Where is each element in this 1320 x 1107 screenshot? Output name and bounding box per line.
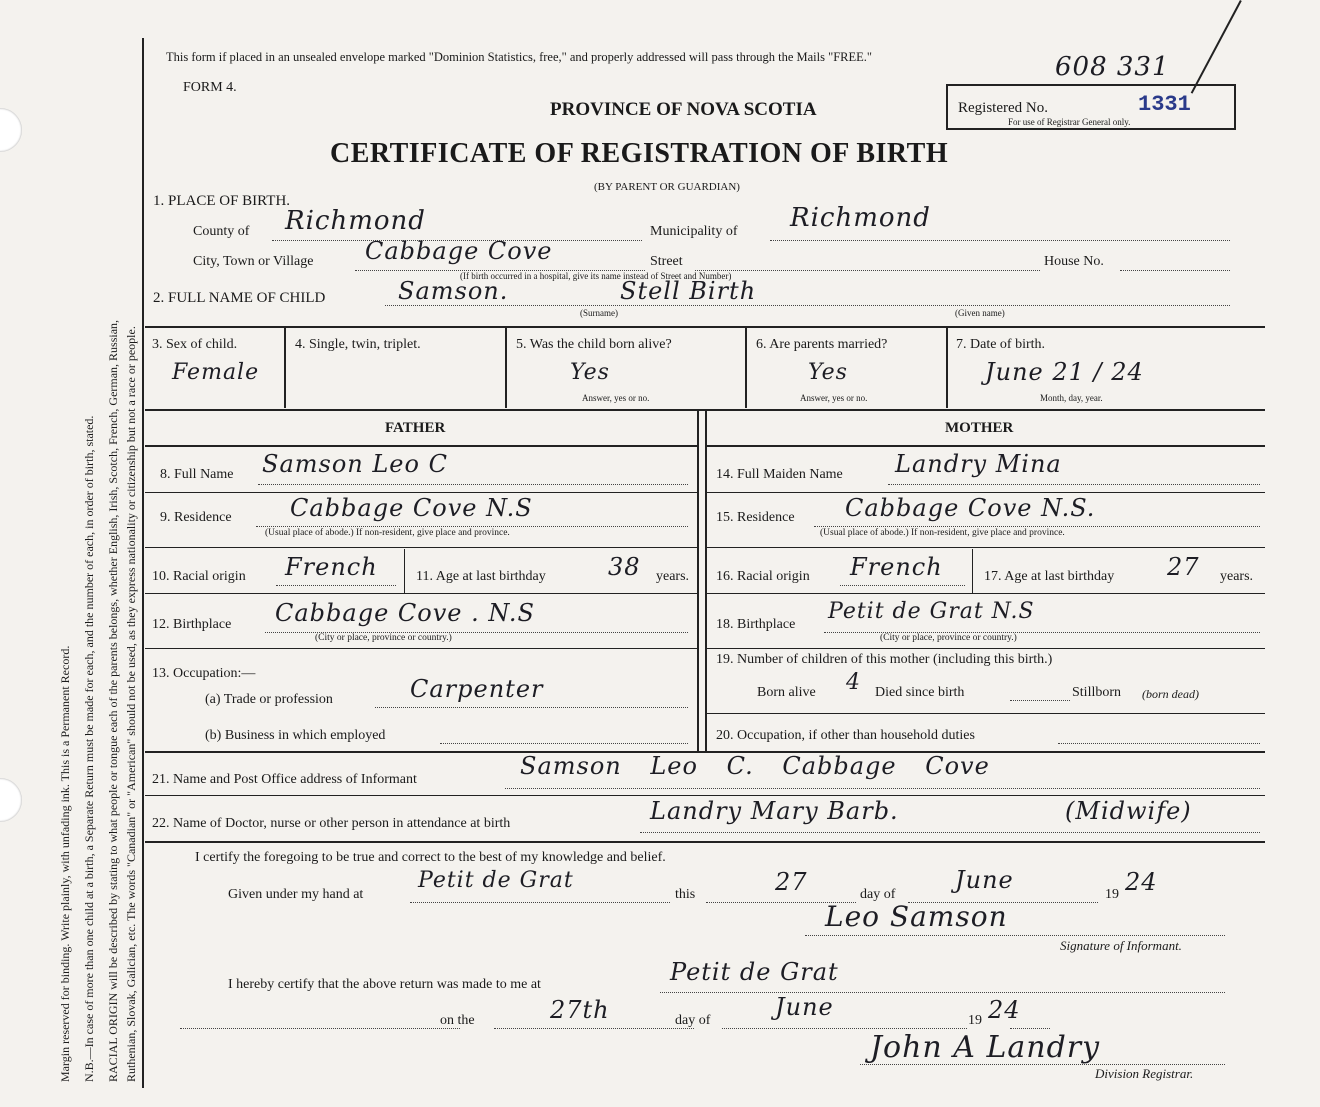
dob-caption: Month, day, year. bbox=[1040, 393, 1103, 403]
given-under-label: Given under my hand at bbox=[228, 887, 364, 902]
cert-month-value: June bbox=[955, 866, 1014, 894]
mother-children-label: 19. Number of children of this mother (including this birth.) bbox=[716, 652, 1053, 667]
diagonal-stroke bbox=[1191, 0, 1242, 94]
binding-hole bbox=[0, 108, 22, 152]
certification-statement: I certify the foregoing to be true and correct to the best of my knowledge and belief. bbox=[195, 850, 666, 865]
registrar-statement: I hereby certify that the above return was made to me at bbox=[228, 977, 541, 992]
municipality-label: Municipality of bbox=[650, 224, 738, 239]
margin-note-3: RACIAL ORIGIN will be described by stating to what people or tongue each of the parents belongs, whether English, Irish, Scotch, French, German, Russian, bbox=[106, 319, 120, 1082]
mother-birthplace-label: 18. Birthplace bbox=[716, 617, 796, 632]
cert-year-prefix: 19 bbox=[1105, 887, 1119, 902]
mother-heading: MOTHER bbox=[945, 420, 1014, 436]
mother-birthplace-caption: (City or place, province or country.) bbox=[880, 633, 1017, 643]
registrar-place-value: Petit de Grat bbox=[670, 958, 839, 986]
father-racial-label: 10. Racial origin bbox=[152, 569, 246, 584]
registered-no-box bbox=[946, 84, 1236, 130]
father-occupation-label: 13. Occupation:— bbox=[152, 666, 256, 681]
city-value: Cabbage Cove bbox=[365, 237, 553, 265]
father-trade-label: (a) Trade or profession bbox=[205, 692, 333, 707]
certificate-title: CERTIFICATE OF REGISTRATION OF BIRTH bbox=[330, 138, 949, 169]
registered-no-note: For use of Registrar General only. bbox=[1008, 117, 1131, 127]
surname-caption: (Surname) bbox=[580, 308, 618, 318]
plurality-label: 4. Single, twin, triplet. bbox=[295, 337, 421, 352]
place-of-birth-label: 1. PLACE OF BIRTH. bbox=[153, 193, 291, 209]
died-label: Died since birth bbox=[875, 685, 965, 700]
dob-value: June 21 / 24 bbox=[985, 358, 1144, 386]
mother-age-value: 27 bbox=[1167, 553, 1200, 581]
certificate-subtitle: (BY PARENT OR GUARDIAN) bbox=[594, 181, 740, 193]
street-label: Street bbox=[650, 254, 683, 269]
stillborn-note: (born dead) bbox=[1142, 687, 1199, 701]
father-residence-caption: (Usual place of abode.) If non-resident, give place and province. bbox=[265, 528, 510, 538]
mother-name-value: Landry Mina bbox=[895, 450, 1062, 478]
attendant-note: (Midwife) bbox=[1065, 797, 1192, 825]
married-label: 6. Are parents married? bbox=[756, 337, 888, 352]
mother-occupation-label: 20. Occupation, if other than household duties bbox=[716, 728, 975, 743]
mail-notice: This form if placed in an unsealed envelope marked "Dominion Statistics, free," and properly addressed will pass through the Mails "FREE." bbox=[166, 50, 873, 64]
registrar-year-value: 24 bbox=[988, 996, 1021, 1024]
mother-residence-label: 15. Residence bbox=[716, 510, 795, 525]
attendant-value: Landry Mary Barb. bbox=[650, 797, 899, 825]
mother-age-label: 17. Age at last birthday bbox=[984, 569, 1115, 584]
hospital-note: (If birth occurred in a hospital, give its name instead of Street and Number) bbox=[460, 271, 732, 281]
registrar-signature: John A Landry bbox=[870, 1030, 1101, 1065]
informant-label: 21. Name and Post Office address of Informant bbox=[152, 772, 417, 787]
informant-signature: Leo Samson bbox=[825, 900, 1008, 933]
father-business-label: (b) Business in which employed bbox=[205, 728, 386, 743]
alive-caption: Answer, yes or no. bbox=[582, 393, 650, 403]
father-birthplace-value: Cabbage Cove . N.S bbox=[275, 599, 535, 627]
informant-value: Samson Leo C. Cabbage Cove bbox=[520, 752, 990, 780]
father-age-value: 38 bbox=[608, 553, 641, 581]
attendant-label: 22. Name of Doctor, nurse or other person in attendance at birth bbox=[152, 816, 511, 831]
given-caption: (Given name) bbox=[955, 308, 1005, 318]
binding-hole bbox=[0, 778, 22, 822]
margin-note-1: Margin reserved for binding. Write plainly, with unfading ink. This is a Permanent Record. bbox=[58, 645, 72, 1082]
born-alive-label: Born alive bbox=[757, 685, 816, 700]
province-heading: PROVINCE OF NOVA SCOTIA bbox=[550, 99, 817, 120]
child-name-label: 2. FULL NAME OF CHILD bbox=[153, 290, 326, 306]
municipality-value: Richmond bbox=[790, 203, 931, 233]
father-name-value: Samson Leo C bbox=[262, 450, 448, 478]
given-place-value: Petit de Grat bbox=[418, 868, 574, 893]
alive-label: 5. Was the child born alive? bbox=[516, 337, 672, 352]
married-value: Yes bbox=[808, 360, 848, 385]
this-label: this bbox=[675, 887, 696, 902]
mother-name-label: 14. Full Maiden Name bbox=[716, 467, 843, 482]
mother-residence-value: Cabbage Cove N.S. bbox=[845, 494, 1096, 522]
county-label: County of bbox=[193, 224, 250, 239]
registrar-year-prefix: 19 bbox=[968, 1013, 982, 1028]
father-birthplace-label: 12. Birthplace bbox=[152, 617, 232, 632]
registered-no-stamp: 1331 bbox=[1138, 92, 1191, 117]
cert-day-of-label: day of bbox=[860, 887, 896, 902]
father-years-label: years. bbox=[656, 569, 690, 584]
father-residence-label: 9. Residence bbox=[160, 510, 232, 525]
father-racial-value: French bbox=[285, 553, 378, 581]
mother-racial-value: French bbox=[850, 553, 943, 581]
margin-note-4: Ruthenian, Slovak, Galician, etc. The words "Canadian" or "American" should not be used, as they express nationality or citizenship but not a race or people. bbox=[124, 326, 138, 1082]
handwritten-number: 608 331 bbox=[1055, 52, 1170, 82]
house-label: House No. bbox=[1044, 254, 1104, 269]
mother-birthplace-value: Petit de Grat N.S bbox=[828, 599, 1035, 624]
registrar-day-value: 27th bbox=[550, 996, 610, 1024]
registrar-caption: Division Registrar. bbox=[1095, 1066, 1194, 1081]
informant-signature-caption: Signature of Informant. bbox=[1060, 938, 1182, 953]
born-alive-value: 4 bbox=[846, 670, 861, 695]
cert-day-value: 27 bbox=[775, 868, 808, 896]
mother-racial-label: 16. Racial origin bbox=[716, 569, 810, 584]
child-surname-value: Samson. bbox=[398, 277, 509, 305]
form-left-border bbox=[142, 38, 144, 1088]
registrar-day-of-label: day of bbox=[675, 1013, 711, 1028]
cert-year-value: 24 bbox=[1125, 868, 1158, 896]
married-caption: Answer, yes or no. bbox=[800, 393, 868, 403]
sex-value: Female bbox=[172, 360, 260, 385]
stillborn-label: Stillborn bbox=[1072, 685, 1122, 700]
father-trade-value: Carpenter bbox=[410, 675, 544, 703]
father-birthplace-caption: (City or place, province or country.) bbox=[315, 633, 452, 643]
child-given-value: Stell Birth bbox=[620, 277, 757, 305]
dob-label: 7. Date of birth. bbox=[956, 337, 1046, 352]
alive-value: Yes bbox=[570, 360, 610, 385]
father-age-label: 11. Age at last birthday bbox=[416, 569, 546, 584]
father-name-label: 8. Full Name bbox=[160, 467, 234, 482]
registrar-on-label: on the bbox=[440, 1013, 475, 1028]
father-residence-value: Cabbage Cove N.S bbox=[290, 494, 533, 522]
registrar-month-value: June bbox=[775, 993, 834, 1021]
county-value: Richmond bbox=[285, 206, 426, 236]
father-heading: FATHER bbox=[385, 420, 446, 436]
margin-note-2: N.B.—In case of more than one child at a birth, a Separate Return must be made for each, and the number of each, in order of birth, stated. bbox=[82, 415, 96, 1082]
mother-years-label: years. bbox=[1220, 569, 1254, 584]
form-number: FORM 4. bbox=[183, 80, 237, 95]
registered-no-label: Registered No. bbox=[958, 100, 1048, 116]
sex-label: 3. Sex of child. bbox=[152, 337, 238, 352]
city-label: City, Town or Village bbox=[193, 254, 314, 269]
mother-residence-caption: (Usual place of abode.) If non-resident, give place and province. bbox=[820, 528, 1065, 538]
